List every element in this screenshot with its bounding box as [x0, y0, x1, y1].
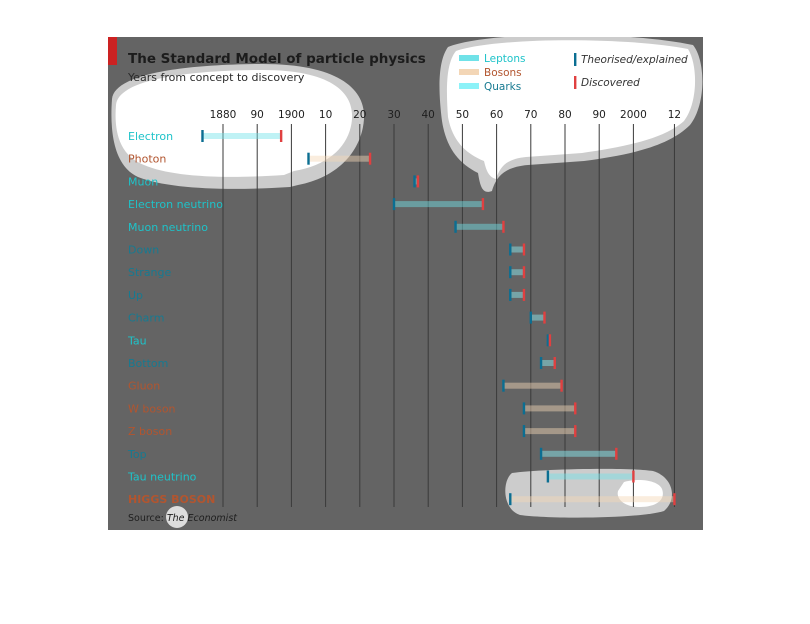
bar-electron-neutrino	[394, 201, 483, 207]
label-top: Top	[128, 447, 147, 461]
legend-label-quarks: Quarks	[484, 81, 522, 93]
label-up: Up	[128, 288, 144, 302]
bar-bottom	[541, 360, 555, 366]
theorised-marker-top	[540, 448, 542, 460]
title-accent-mark	[108, 37, 117, 65]
bar-photon	[309, 156, 371, 162]
legend-label-discovered: Discovered	[581, 77, 640, 89]
tick-label-2000: 2000	[620, 109, 647, 121]
theorised-marker-up	[509, 289, 511, 301]
theorised-marker-gluon	[502, 380, 504, 392]
tick-label-1980: 80	[558, 109, 572, 121]
bar-z-boson	[524, 428, 575, 434]
label-muon-neutrino: Muon neutrino	[128, 220, 208, 234]
theorised-marker-w-boson	[523, 402, 525, 414]
legend-label-leptons: Leptons	[484, 53, 526, 65]
tick-label-1890: 90	[250, 109, 264, 121]
discovered-marker-z-boson	[574, 425, 576, 437]
label-charm: Charm	[128, 311, 165, 325]
discovered-marker-muon-neutrino	[502, 221, 504, 233]
legend-label-bosons: Bosons	[484, 67, 522, 79]
tick-label-1970: 70	[524, 109, 538, 121]
label-tau: Tau	[128, 334, 147, 348]
bar-electron	[202, 133, 281, 139]
tick-label-1900: 1900	[278, 109, 305, 121]
chart-subtitle: Years from concept to discovery	[128, 71, 305, 84]
source-note	[128, 513, 238, 524]
discovered-marker-gluon	[560, 380, 562, 392]
theorised-marker-strange	[509, 266, 511, 278]
label-bottom: Bottom	[128, 357, 169, 370]
discovered-marker-down	[523, 244, 525, 256]
bar-down	[510, 247, 524, 253]
source-prefix: Source:	[128, 513, 167, 524]
theorised-marker-charm	[530, 312, 532, 324]
label-tau-neutrino: Tau neutrino	[128, 470, 197, 484]
label-electron-neutrino: Electron neutrino	[128, 198, 223, 212]
discovered-marker-strange	[523, 266, 525, 278]
legend-marker-discovered	[574, 76, 576, 89]
chart-title: The Standard Model of particle physics	[128, 51, 426, 67]
discovered-marker-photon	[369, 153, 371, 165]
tick-label-1930: 30	[387, 109, 401, 121]
legend-swatch-bosons	[459, 69, 479, 75]
discovered-marker-tau-neutrino	[632, 471, 634, 483]
label-w-boson: W boson	[128, 402, 176, 416]
highlight-blob-bottom-inner	[618, 480, 663, 507]
source-name: The Economist	[166, 513, 237, 524]
theorised-marker-electron	[201, 130, 203, 142]
legend-label-theorised: Theorised/explained	[581, 54, 688, 66]
discovered-marker-w-boson	[574, 402, 576, 414]
legend-marker-theorised	[574, 53, 576, 66]
label-strange: Strange	[128, 266, 172, 280]
chart	[108, 37, 703, 530]
tick-label-1880: 1880	[209, 109, 237, 121]
bar-charm	[531, 315, 545, 321]
bar-tau-neutrino	[548, 474, 634, 480]
bar-muon-neutrino	[456, 224, 504, 230]
bar-w-boson	[524, 405, 575, 411]
tick-label-1920: 20	[353, 109, 367, 121]
theorised-marker-z-boson	[523, 425, 525, 437]
theorised-marker-muon-neutrino	[454, 221, 456, 233]
theorised-marker-down	[509, 244, 511, 256]
tick-label-2012: 12	[667, 109, 682, 121]
tick-label-1910: 10	[318, 109, 333, 121]
discovered-marker-electron	[280, 130, 282, 142]
bar-gluon	[503, 383, 561, 389]
label-muon: Muon	[128, 175, 159, 189]
bar-top	[541, 451, 616, 457]
theorised-marker-muon	[413, 175, 415, 187]
bar-up	[510, 292, 524, 298]
label-gluon: Gluon	[128, 379, 161, 393]
discovered-marker-charm	[543, 312, 545, 324]
discovered-marker-top	[615, 448, 617, 460]
chart-panel	[108, 37, 703, 530]
discovered-marker-tau	[549, 334, 551, 346]
theorised-marker-photon	[307, 153, 309, 165]
label-photon: Photon	[128, 152, 167, 166]
tick-label-1990: 90	[592, 109, 606, 121]
tick-label-1940: 40	[421, 109, 435, 121]
label-z-boson: Z boson	[128, 425, 173, 439]
label-down: Down	[128, 243, 160, 257]
legend-swatch-quarks	[459, 83, 479, 89]
theorised-marker-electron-neutrino	[393, 198, 395, 210]
label-electron: Electron	[128, 130, 174, 143]
theorised-marker-tau-neutrino	[547, 471, 549, 483]
discovered-marker-muon	[417, 175, 419, 187]
label-higgs-boson: HIGGS BOSON	[128, 493, 216, 507]
theorised-marker-higgs-boson	[509, 493, 511, 505]
bar-higgs-boson	[510, 496, 674, 502]
theorised-marker-bottom	[540, 357, 542, 369]
discovered-marker-bottom	[554, 357, 556, 369]
discovered-marker-up	[523, 289, 525, 301]
discovered-marker-higgs-boson	[673, 493, 675, 505]
discovered-marker-electron-neutrino	[482, 198, 484, 210]
bar-strange	[510, 269, 524, 275]
legend-swatch-leptons	[459, 55, 479, 61]
tick-label-1950: 50	[455, 109, 470, 121]
tick-label-1960: 60	[489, 109, 504, 121]
